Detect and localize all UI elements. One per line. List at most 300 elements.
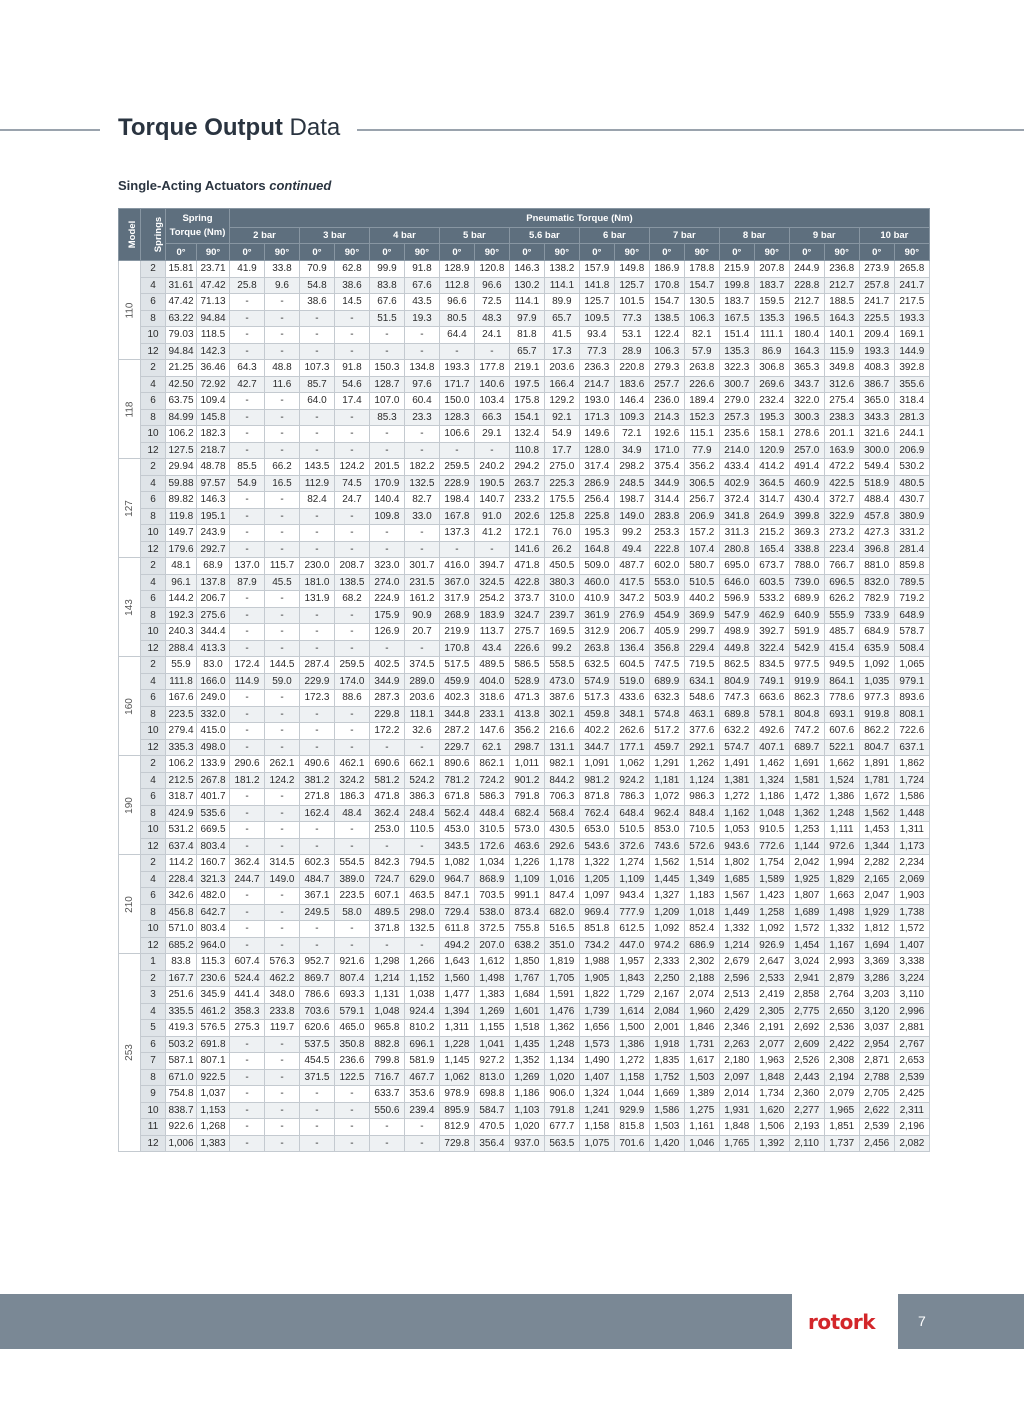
torque-cell: 136.4 bbox=[614, 640, 649, 657]
torque-cell: 248.5 bbox=[614, 475, 649, 492]
torque-cell: - bbox=[265, 640, 300, 657]
springs-cell: 4 bbox=[141, 475, 166, 492]
torque-cell: 2,305 bbox=[754, 1003, 789, 1020]
torque-cell: - bbox=[230, 310, 265, 327]
torque-cell: 1,109 bbox=[614, 871, 649, 888]
torque-cell: 1,186 bbox=[754, 789, 789, 806]
torque-cell: 460.0 bbox=[579, 574, 614, 591]
torque-cell: - bbox=[265, 426, 300, 443]
torque-cell: 766.7 bbox=[824, 558, 859, 575]
torque-cell: 576.3 bbox=[265, 954, 300, 971]
torque-cell: 142.3 bbox=[197, 343, 230, 360]
torque-cell: 772.6 bbox=[754, 838, 789, 855]
torque-cell: 2,165 bbox=[859, 871, 894, 888]
torque-cell: 2,767 bbox=[894, 1036, 929, 1053]
table-row bbox=[119, 591, 930, 608]
torque-cell: 1,158 bbox=[579, 1119, 614, 1136]
torque-cell: 54.8 bbox=[299, 277, 334, 294]
torque-cell: 54.9 bbox=[544, 426, 579, 443]
torque-cell: 2,764 bbox=[824, 987, 859, 1004]
torque-cell: 517.5 bbox=[439, 657, 474, 674]
torque-cell: 669.5 bbox=[197, 822, 230, 839]
torque-cell: 232.4 bbox=[754, 393, 789, 410]
torque-cell: 602.0 bbox=[649, 558, 684, 575]
springs-cell: 6 bbox=[141, 393, 166, 410]
torque-cell: 1,601 bbox=[509, 1003, 544, 1020]
springs-cell: 10 bbox=[141, 921, 166, 938]
torque-cell: 864.1 bbox=[824, 673, 859, 690]
torque-cell: 195.3 bbox=[754, 409, 789, 426]
torque-cell: 131.1 bbox=[544, 739, 579, 756]
torque-cell: 322.9 bbox=[824, 508, 859, 525]
torque-cell: 135.3 bbox=[754, 310, 789, 327]
torque-cell: - bbox=[265, 838, 300, 855]
torque-cell: 324.5 bbox=[474, 574, 509, 591]
torque-cell: 83.0 bbox=[197, 657, 230, 674]
torque-cell: 229.8 bbox=[369, 706, 404, 723]
table-row bbox=[119, 987, 930, 1004]
torque-cell: 2,191 bbox=[754, 1020, 789, 1037]
torque-cell: 212.7 bbox=[789, 294, 824, 311]
torque-cell: 310.0 bbox=[544, 591, 579, 608]
springs-cell: 6 bbox=[141, 492, 166, 509]
torque-cell: 1,186 bbox=[509, 1086, 544, 1103]
torque-cell: 263.8 bbox=[684, 360, 719, 377]
torque-cell: 99.2 bbox=[614, 525, 649, 542]
torque-cell: 812.9 bbox=[439, 1119, 474, 1136]
torque-cell: 632.2 bbox=[719, 723, 754, 740]
torque-cell: 271.8 bbox=[299, 789, 334, 806]
torque-cell: 1,454 bbox=[789, 937, 824, 954]
torque-cell: 1,862 bbox=[894, 756, 929, 773]
torque-cell: 632.5 bbox=[579, 657, 614, 674]
torque-cell: 1,506 bbox=[754, 1119, 789, 1136]
torque-cell: 196.5 bbox=[789, 310, 824, 327]
torque-cell: 847.4 bbox=[544, 888, 579, 905]
springs-cell: 8 bbox=[141, 706, 166, 723]
subtitle-italic: continued bbox=[269, 178, 332, 193]
torque-cell: 1,362 bbox=[789, 805, 824, 822]
torque-cell: 749.1 bbox=[754, 673, 789, 690]
torque-cell: 287.4 bbox=[299, 657, 334, 674]
torque-cell: - bbox=[334, 937, 369, 954]
torque-cell: 1,327 bbox=[649, 888, 684, 905]
torque-cell: 1,931 bbox=[719, 1102, 754, 1119]
spring-torque-header: Spring Torque (Nm) bbox=[166, 209, 230, 244]
torque-cell: 724.7 bbox=[369, 871, 404, 888]
torque-cell: 2,539 bbox=[859, 1119, 894, 1136]
torque-cell: 1,846 bbox=[684, 1020, 719, 1037]
torque-cell: 1,046 bbox=[684, 1135, 719, 1152]
torque-cell: 208.7 bbox=[334, 558, 369, 575]
torque-cell: 209.4 bbox=[859, 327, 894, 344]
torque-cell: 318.4 bbox=[894, 393, 929, 410]
torque-cell: 131.9 bbox=[299, 591, 334, 608]
torque-cell: 408.3 bbox=[859, 360, 894, 377]
torque-cell: 1,662 bbox=[824, 756, 859, 773]
torque-cell: 1,562 bbox=[859, 805, 894, 822]
torque-cell: 558.5 bbox=[544, 657, 579, 674]
torque-cell: 943.4 bbox=[614, 888, 649, 905]
torque-cell: 1,822 bbox=[579, 987, 614, 1004]
torque-cell: 169.5 bbox=[544, 624, 579, 641]
torque-cell: - bbox=[404, 739, 439, 756]
torque-cell: 1,423 bbox=[754, 888, 789, 905]
torque-cell: 979.1 bbox=[894, 673, 929, 690]
torque-cell: 510.5 bbox=[684, 574, 719, 591]
torque-cell: 80.5 bbox=[439, 310, 474, 327]
torque-cell: 389.0 bbox=[334, 871, 369, 888]
torque-cell: 312.6 bbox=[824, 376, 859, 393]
torque-cell: 369.9 bbox=[684, 607, 719, 624]
springs-cell: 12 bbox=[141, 838, 166, 855]
torque-cell: - bbox=[299, 838, 334, 855]
torque-cell: 1,620 bbox=[754, 1102, 789, 1119]
torque-cell: 224.9 bbox=[369, 591, 404, 608]
torque-cell: - bbox=[404, 442, 439, 459]
torque-cell: 149.6 bbox=[579, 426, 614, 443]
springs-cell: 5 bbox=[141, 1020, 166, 1037]
torque-cell: 57.9 bbox=[684, 343, 719, 360]
torque-cell: 125.7 bbox=[614, 277, 649, 294]
torque-cell: 214.7 bbox=[579, 376, 614, 393]
torque-cell: 164.3 bbox=[824, 310, 859, 327]
torque-cell: 380.9 bbox=[894, 508, 929, 525]
torque-cell: 183.7 bbox=[719, 294, 754, 311]
torque-cell: 808.1 bbox=[894, 706, 929, 723]
page-title-light: Data bbox=[289, 114, 341, 141]
torque-cell: 462.2 bbox=[265, 970, 300, 987]
pressure-header: 5 bar bbox=[439, 228, 509, 244]
torque-cell: - bbox=[404, 525, 439, 542]
torque-cell: 81.8 bbox=[509, 327, 544, 344]
torque-cell: 1,274 bbox=[614, 855, 649, 872]
torque-cell: 1,394 bbox=[439, 1003, 474, 1020]
torque-cell: 236.6 bbox=[334, 1053, 369, 1070]
torque-cell: 225.5 bbox=[859, 310, 894, 327]
torque-cell: 292.6 bbox=[544, 838, 579, 855]
torque-cell: 301.7 bbox=[404, 558, 439, 575]
torque-cell: 402.3 bbox=[439, 690, 474, 707]
table-row bbox=[119, 607, 930, 624]
torque-cell: - bbox=[265, 393, 300, 410]
torque-cell: 92.1 bbox=[544, 409, 579, 426]
torque-cell: - bbox=[369, 541, 404, 558]
pressure-header: 3 bar bbox=[299, 228, 369, 244]
torque-cell: 374.5 bbox=[404, 657, 439, 674]
torque-cell: 2,180 bbox=[719, 1053, 754, 1070]
torque-cell: 729.8 bbox=[439, 1135, 474, 1152]
torque-cell: 2,333 bbox=[649, 954, 684, 971]
torque-cell: 1,812 bbox=[859, 921, 894, 938]
torque-cell: 1,586 bbox=[894, 789, 929, 806]
torque-cell: 781.2 bbox=[439, 772, 474, 789]
torque-cell: 23.71 bbox=[197, 261, 230, 278]
torque-cell: 91.8 bbox=[404, 261, 439, 278]
torque-cell: 1,269 bbox=[474, 1003, 509, 1020]
torque-cell: 924.4 bbox=[404, 1003, 439, 1020]
torque-cell: 177.1 bbox=[614, 739, 649, 756]
torque-cell: 99.9 bbox=[369, 261, 404, 278]
torque-cell: 1,269 bbox=[509, 1069, 544, 1086]
torque-cell: 607.6 bbox=[824, 723, 859, 740]
springs-cell: 12 bbox=[141, 937, 166, 954]
torque-cell: 228.8 bbox=[789, 277, 824, 294]
torque-cell: 549.4 bbox=[859, 459, 894, 476]
torque-cell: 1,383 bbox=[197, 1135, 230, 1152]
torque-cell: 754.8 bbox=[166, 1086, 197, 1103]
pressure-header-row bbox=[119, 228, 930, 244]
title-rule-right bbox=[357, 129, 1024, 131]
torque-cell: 343.3 bbox=[859, 409, 894, 426]
torque-cell: 241.7 bbox=[859, 294, 894, 311]
torque-cell: 1,205 bbox=[579, 871, 614, 888]
torque-cell: 1,011 bbox=[509, 756, 544, 773]
torque-cell: 404.0 bbox=[474, 673, 509, 690]
torque-cell: 287.2 bbox=[439, 723, 474, 740]
torque-cell: 724.2 bbox=[474, 772, 509, 789]
torque-cell: 66.2 bbox=[265, 459, 300, 476]
torque-cell: 150.0 bbox=[439, 393, 474, 410]
pneumatic-torque-header: Pneumatic Torque (Nm) bbox=[230, 209, 930, 228]
torque-cell: 803.4 bbox=[197, 921, 230, 938]
torque-cell: 890.6 bbox=[439, 756, 474, 773]
torque-cell: 1,518 bbox=[509, 1020, 544, 1037]
torque-cell: 648.4 bbox=[614, 805, 649, 822]
torque-cell: 59.0 bbox=[265, 673, 300, 690]
torque-cell: 1,048 bbox=[369, 1003, 404, 1020]
torque-cell: 85.5 bbox=[230, 459, 265, 476]
torque-cell: 555.9 bbox=[824, 607, 859, 624]
torque-cell: - bbox=[299, 426, 334, 443]
torque-cell: 2,775 bbox=[789, 1003, 824, 1020]
torque-cell: 396.8 bbox=[859, 541, 894, 558]
torque-cell: 348.1 bbox=[614, 706, 649, 723]
torque-cell: - bbox=[230, 822, 265, 839]
torque-cell: 128.3 bbox=[439, 409, 474, 426]
torque-cell: 41.2 bbox=[474, 525, 509, 542]
torque-cell: 324.7 bbox=[509, 607, 544, 624]
torque-cell: 17.4 bbox=[334, 393, 369, 410]
torque-cell: 216.6 bbox=[544, 723, 579, 740]
torque-cell: 3,203 bbox=[859, 987, 894, 1004]
angle-0-header: 0° bbox=[719, 244, 754, 261]
table-row bbox=[119, 360, 930, 377]
torque-cell: 76.0 bbox=[544, 525, 579, 542]
torque-cell: 842.3 bbox=[369, 855, 404, 872]
torque-cell: 1,228 bbox=[439, 1036, 474, 1053]
torque-cell: 275.7 bbox=[509, 624, 544, 641]
torque-cell: 591.9 bbox=[789, 624, 824, 641]
torque-cell: 311.3 bbox=[719, 525, 754, 542]
torque-cell: 317.4 bbox=[579, 459, 614, 476]
torque-cell: 198.7 bbox=[614, 492, 649, 509]
torque-table-header bbox=[119, 209, 930, 261]
torque-cell: 62.8 bbox=[334, 261, 369, 278]
torque-cell: 402.5 bbox=[369, 657, 404, 674]
torque-cell: 1,392 bbox=[754, 1135, 789, 1152]
torque-cell: 607.4 bbox=[230, 954, 265, 971]
torque-cell: - bbox=[299, 409, 334, 426]
torque-cell: 112.8 bbox=[439, 277, 474, 294]
torque-cell: 1,669 bbox=[649, 1086, 684, 1103]
torque-cell: 275.4 bbox=[824, 393, 859, 410]
table-row bbox=[119, 706, 930, 723]
torque-cell: 199.8 bbox=[719, 277, 754, 294]
torque-cell: 1,097 bbox=[579, 888, 614, 905]
torque-cell: 487.7 bbox=[614, 558, 649, 575]
torque-cell: 689.8 bbox=[719, 706, 754, 723]
torque-cell: 47.42 bbox=[197, 277, 230, 294]
torque-cell: 322.3 bbox=[719, 360, 754, 377]
torque-cell: 171.7 bbox=[439, 376, 474, 393]
torque-cell: 701.6 bbox=[614, 1135, 649, 1152]
torque-cell: 151.4 bbox=[719, 327, 754, 344]
torque-cell: 642.7 bbox=[197, 904, 230, 921]
torque-cell: 1,262 bbox=[684, 756, 719, 773]
torque-cell: 1,500 bbox=[614, 1020, 649, 1037]
torque-cell: 110.5 bbox=[404, 822, 439, 839]
torque-cell: - bbox=[265, 789, 300, 806]
torque-cell: 2,077 bbox=[754, 1036, 789, 1053]
torque-cell: 693.3 bbox=[334, 987, 369, 1004]
springs-cell: 12 bbox=[141, 1135, 166, 1152]
torque-cell: 344.9 bbox=[369, 673, 404, 690]
torque-cell: - bbox=[334, 921, 369, 938]
torque-cell: 386.3 bbox=[404, 789, 439, 806]
torque-cell: 149.0 bbox=[265, 871, 300, 888]
table-row bbox=[119, 640, 930, 657]
torque-cell: 124.2 bbox=[265, 772, 300, 789]
torque-cell: 859.8 bbox=[894, 558, 929, 575]
torque-cell: 1,843 bbox=[614, 970, 649, 987]
torque-cell: 306.5 bbox=[684, 475, 719, 492]
torque-cell: 470.5 bbox=[474, 1119, 509, 1136]
torque-cell: 1,562 bbox=[649, 855, 684, 872]
torque-cell: 262.1 bbox=[265, 756, 300, 773]
torque-cell: 739.0 bbox=[789, 574, 824, 591]
torque-cell: 171.3 bbox=[579, 409, 614, 426]
torque-cell: 574.7 bbox=[719, 739, 754, 756]
torque-cell: 332.0 bbox=[197, 706, 230, 723]
torque-cell: 179.6 bbox=[166, 541, 197, 558]
torque-cell: 578.7 bbox=[894, 624, 929, 641]
torque-cell: 789.5 bbox=[894, 574, 929, 591]
torque-cell: 503.9 bbox=[649, 591, 684, 608]
torque-cell: 473.0 bbox=[544, 673, 579, 690]
model-cell: 190 bbox=[119, 756, 141, 855]
torque-cell: 1,178 bbox=[544, 855, 579, 872]
torque-cell: 882.8 bbox=[369, 1036, 404, 1053]
torque-cell: 17.7 bbox=[544, 442, 579, 459]
torque-cell: 20.7 bbox=[404, 624, 439, 641]
torque-cell: 19.3 bbox=[404, 310, 439, 327]
torque-cell: 2,263 bbox=[719, 1036, 754, 1053]
torque-cell: 300.0 bbox=[859, 442, 894, 459]
torque-cell: 2,609 bbox=[789, 1036, 824, 1053]
torque-cell: 253.3 bbox=[649, 525, 684, 542]
torque-cell: 281.4 bbox=[894, 541, 929, 558]
torque-cell: 762.4 bbox=[579, 805, 614, 822]
torque-cell: 356.2 bbox=[684, 459, 719, 476]
torque-cell: 949.5 bbox=[824, 657, 859, 674]
torque-cell: 1,685 bbox=[719, 871, 754, 888]
torque-cell: - bbox=[334, 739, 369, 756]
torque-cell: 415.4 bbox=[824, 640, 859, 657]
torque-cell: 1,988 bbox=[579, 954, 614, 971]
torque-cell: 380.3 bbox=[544, 574, 579, 591]
torque-cell: - bbox=[369, 1119, 404, 1136]
torque-cell: 1,567 bbox=[719, 888, 754, 905]
springs-cell: 10 bbox=[141, 1102, 166, 1119]
torque-cell: 356.8 bbox=[649, 640, 684, 657]
torque-cell: 189.4 bbox=[684, 393, 719, 410]
torque-cell: 206.9 bbox=[684, 508, 719, 525]
torque-cell: 695.0 bbox=[719, 558, 754, 575]
torque-cell: 79.03 bbox=[166, 327, 197, 344]
torque-cell: 267.8 bbox=[197, 772, 230, 789]
torque-cell: 353.6 bbox=[404, 1086, 439, 1103]
torque-cell: - bbox=[474, 541, 509, 558]
model-cell: 143 bbox=[119, 558, 141, 657]
torque-cell: 1,241 bbox=[579, 1102, 614, 1119]
torque-cell: 341.8 bbox=[719, 508, 754, 525]
table-row bbox=[119, 310, 930, 327]
torque-cell: - bbox=[265, 409, 300, 426]
torque-cell: 198.4 bbox=[439, 492, 474, 509]
torque-cell: 638.2 bbox=[509, 937, 544, 954]
torque-cell: 834.5 bbox=[754, 657, 789, 674]
torque-cell: 145.8 bbox=[197, 409, 230, 426]
torque-cell: 3,120 bbox=[859, 1003, 894, 1020]
angle-90-header: 90° bbox=[684, 244, 719, 261]
table-row bbox=[119, 1102, 930, 1119]
torque-cell: 471.3 bbox=[509, 690, 544, 707]
torque-cell: 171.0 bbox=[649, 442, 684, 459]
torque-cell: 1,850 bbox=[509, 954, 544, 971]
torque-cell: 193.0 bbox=[579, 393, 614, 410]
torque-cell: 1,752 bbox=[649, 1069, 684, 1086]
torque-cell: 317.9 bbox=[439, 591, 474, 608]
torque-cell: 1,103 bbox=[509, 1102, 544, 1119]
springs-cell: 6 bbox=[141, 690, 166, 707]
torque-cell: 1,435 bbox=[509, 1036, 544, 1053]
torque-cell: 71.13 bbox=[197, 294, 230, 311]
torque-cell: 1,684 bbox=[509, 987, 544, 1004]
torque-cell: 847.1 bbox=[439, 888, 474, 905]
torque-cell: 3,338 bbox=[894, 954, 929, 971]
torque-cell: 365.0 bbox=[859, 393, 894, 410]
torque-cell: 2,533 bbox=[754, 970, 789, 987]
torque-cell: 2,250 bbox=[649, 970, 684, 987]
torque-cell: 273.9 bbox=[859, 261, 894, 278]
torque-cell: 719.5 bbox=[684, 657, 719, 674]
torque-cell: 306.8 bbox=[754, 360, 789, 377]
torque-cell: 212.5 bbox=[166, 772, 197, 789]
torque-cell: - bbox=[299, 607, 334, 624]
torque-cell: 965.8 bbox=[369, 1020, 404, 1037]
torque-cell: 103.4 bbox=[474, 393, 509, 410]
torque-cell: - bbox=[404, 1135, 439, 1152]
torque-cell: 137.0 bbox=[230, 558, 265, 575]
torque-cell: 2,879 bbox=[824, 970, 859, 987]
torque-cell: 72.1 bbox=[614, 426, 649, 443]
torque-cell: 96.1 bbox=[166, 574, 197, 591]
torque-cell: 109.8 bbox=[369, 508, 404, 525]
torque-cell: 2,788 bbox=[859, 1069, 894, 1086]
torque-cell: 361.9 bbox=[579, 607, 614, 624]
torque-cell: - bbox=[230, 921, 265, 938]
